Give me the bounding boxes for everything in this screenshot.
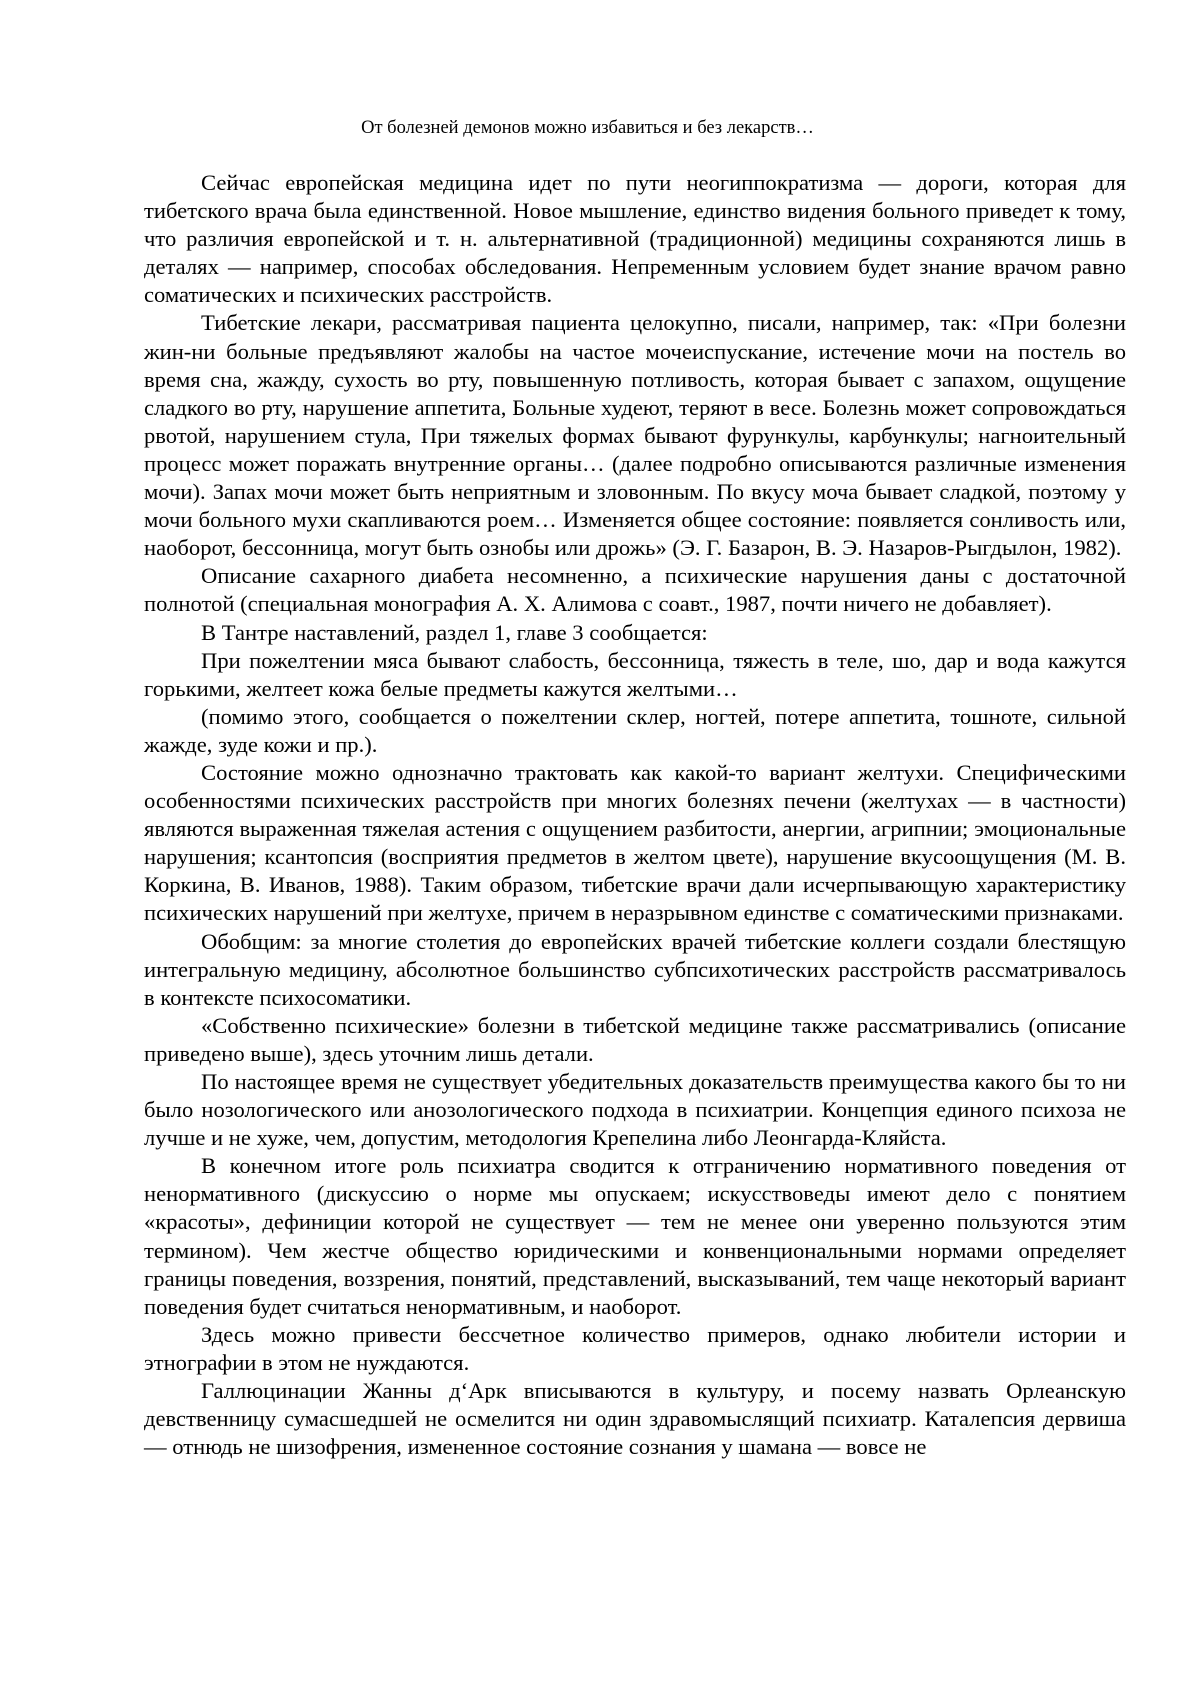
paragraph: Здесь можно привести бессчетное количество примеров, однако любители истории и этнографии в этом не нуждаются. xyxy=(144,1321,1126,1375)
body-text xyxy=(144,169,1126,1461)
paragraph: По настоящее время не существует убедительных доказательств преимущества какого бы то ни было нозологического или анозологического подхода в психиатрии. Концепция единого психоза не лучше и не хуже, чем, допустим, методология Крепелина либо Леонгарда-Кляйста. xyxy=(144,1069,1126,1151)
paragraph: В Тантре наставлений, раздел 1, главе 3 сообщается: xyxy=(201,619,708,645)
paragraph: Сейчас европейская медицина идет по пути неогиппократизма — дороги, которая для тибетского врача была единственной. Новое мышление, единство видения больного приведет к тому, что различия европейской и т. н. альтернативной (традиционной) медицины сохраняются лишь в деталях — например, способах обследования. Непременным условием будет знание врачом равно соматических и психических расстройств. xyxy=(144,170,1126,308)
paragraph: Галлюцинации Жанны д‘Арк вписываются в культуру, и посему назвать Орлеанскую девственницу сумасшедшей не осмелится ни один здравомыслящий психиатр. Каталепсия дервиша — отнюдь не шизофрения, измененное состояние сознания у шамана — вовсе не xyxy=(144,1378,1126,1460)
paragraph: Состояние можно однозначно трактовать как какой-то вариант желтухи. Специфическими особенностями психических расстройств при многих болезнях печени (желтухах — в частности) являются выраженная тяжелая астения с ощущением разбитости, анергии, агрипнии; эмоциональные нарушения; ксантопсия (восприятия предметов в желтом цвете), нарушение вкусоощущения (М. В. Коркина, В. Иванов, 1988). Таким образом, тибетские врачи дали исчерпывающую характеристику психических нарушений при желтухе, причем в неразрывном единстве с соматическими признаками. xyxy=(144,759,1126,926)
paragraph: Тибетские лекари, рассматривая пациента целокупно, писали, например, так: «При болезни жин-ни больные предъявляют жалобы на частое мочеиспускание, истечение мочи на постель во время сна, жажду, сухость во рту, повышенную потливость, которая бывает с запахом, ощущение сладкого во рту, нарушение аппетита, Больные худеют, теряют в весе. Болезнь может сопровождаться рвотой, нарушением стула, При тяжелых формах бывают фурункулы, карбункулы; нагноительный процесс может поражать внутренние органы… (далее подробно описываются различные изменения мочи). Запах мочи может быть неприятным и зловонным. По вкусу моча бывает сладкой, поэтому у мочи больного мухи скапливаются роем… Изменяется общее состояние: появляется сонливость или, наоборот, бессонница, могут быть ознобы или дрожь» (Э. Г. Базарон, В. Э. Назаров-Рыгдылон, 1982). xyxy=(144,310,1126,561)
paragraph: Описание сахарного диабета несомненно, а психические нарушения даны с достаточной полнотой (специальная монография А. Х. Алимова с соавт., 1987, почти ничего не добавляет). xyxy=(144,563,1126,617)
quote-paragraph: При пожелтении мяса бывают слабость, бессонница, тяжесть в теле, шо, дар и вода кажутся горькими, желтеет кожа белые предметы кажутся желтыми… xyxy=(144,647,1126,701)
running-header: От болезней демонов можно избавиться и без лекарств… xyxy=(361,118,814,138)
paragraph: Обобщим: за многие столетия до европейских врачей тибетские коллеги создали блестящую интегральную медицину, абсолютное большинство субпсихотических расстройств рассматривалось в контексте психосоматики. xyxy=(144,928,1126,1010)
paragraph: В конечном итоге роль психиатра сводится к отграничению нормативного поведения от ненормативного (дискуссию о норме мы опускаем; искусствоведы имеют дело с понятием «красоты», дефиниции которой не существует — тем не менее они уверенно пользуются этим термином). Чем жестче общество юридическими и конвенциональными нормами определяет границы поведения, воззрения, понятий, представлений, высказываний, тем чаще некоторый вариант поведения будет считаться ненормативным, и наоборот. xyxy=(144,1153,1126,1319)
paragraph: «Собственно психические» болезни в тибетской медицине также рассматривались (описание приведено выше), здесь уточним лишь детали. xyxy=(144,1012,1126,1066)
paragraph: (помимо этого, сообщается о пожелтении склер, ногтей, потере аппетита, тошноте, сильной жажде, зуде кожи и пр.). xyxy=(144,703,1126,757)
